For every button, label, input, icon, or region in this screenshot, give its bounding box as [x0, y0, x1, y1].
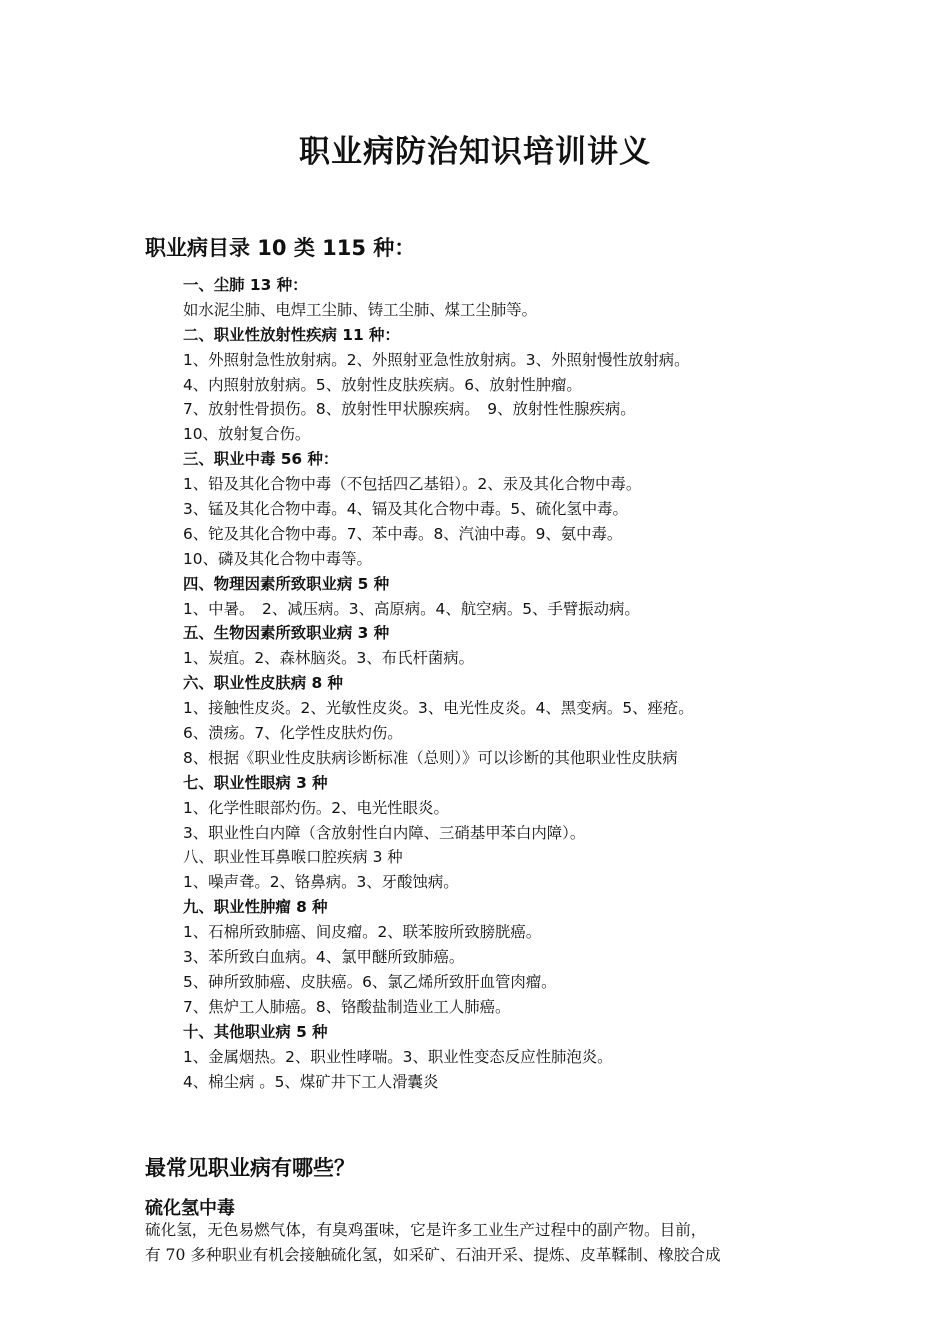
list-item: 1、石棉所致肺癌、间皮瘤。2、联苯胺所致膀胱癌。	[183, 923, 542, 942]
list-item: 3、锰及其化合物中毒。4、镉及其化合物中毒。5、硫化氢中毒。	[183, 500, 628, 519]
list-item: 10、放射复合伤。	[183, 425, 311, 444]
document-title: 职业病防治知识培训讲义	[299, 134, 651, 170]
list-item: 7、焦炉工人肺癌。8、铬酸盐制造业工人肺癌。	[183, 997, 511, 1016]
category-heading: 七、职业性眼病 3 种	[183, 773, 328, 792]
list-item: 1、炭疽。2、森林脑炎。3、布氏杆菌病。	[183, 649, 475, 668]
list-item: 6、溃疡。7、化学性皮肤灼伤。	[183, 724, 403, 743]
list-item: 1、中暑。 2、减压病。3、高原病。4、航空病。5、手臂振动病。	[183, 599, 640, 618]
category-heading: 一、尘肺 13 种：	[183, 276, 308, 294]
list-item: 5、砷所致肺癌、皮肤癌。6、氯乙烯所致肝血管肉瘤。	[183, 972, 557, 991]
list-item: 1、外照射急性放射病。2、外照射亚急性放射病。3、外照射慢性放射病。	[183, 350, 690, 369]
category-heading: 九、职业性肿瘤 8 种	[183, 898, 328, 917]
paragraph-line: 有 70 多种职业有机会接触硫化氢，如采矿、石油开采、提炼、皮革鞣制、橡胶合成	[145, 1246, 721, 1264]
list-item: 3、苯所致白血病。4、氯甲醚所致肺癌。	[183, 948, 465, 967]
catalog-list	[183, 273, 903, 1094]
category-heading: 五、生物因素所致职业病 3 种	[183, 624, 390, 643]
section-heading-common-diseases: 最常见职业病有哪些？	[145, 1156, 355, 1180]
h2s-paragraph	[145, 1218, 810, 1268]
list-item: 1、噪声聋。2、铬鼻病。3、牙酸蚀病。	[183, 873, 459, 892]
list-item: 4、内照射放射病。5、放射性皮肤疾病。6、放射性肿瘤。	[183, 375, 582, 394]
list-item: 3、职业性白内障（含放射性白内障、三硝基甲苯白内障）。	[183, 823, 586, 842]
category-heading: 四、物理因素所致职业病 5 种	[183, 574, 390, 593]
list-item: 1、化学性眼部灼伤。2、电光性眼炎。	[183, 798, 449, 817]
section-heading-catalog: 职业病目录 10 类 115 种：	[145, 236, 416, 260]
category-heading: 三、职业中毒 56 种：	[183, 450, 339, 469]
list-item: 8、根据《职业性皮肤病诊断标准（总则）》可以诊断的其他职业性皮肤病	[183, 748, 678, 767]
list-item: 1、金属烟热。2、职业性哮喘。3、职业性变态反应性肺泡炎。	[183, 1047, 613, 1066]
list-item: 1、铅及其化合物中毒（不包括四乙基铅）。2、汞及其化合物中毒。	[183, 475, 642, 494]
list-item: 八、职业性耳鼻喉口腔疾病 3 种	[183, 848, 403, 867]
list-item: 如水泥尘肺、电焊工尘肺、铸工尘肺、煤工尘肺等。	[183, 300, 537, 319]
subsection-heading-h2s: 硫化氢中毒	[145, 1198, 235, 1219]
list-item: 1、接触性皮炎。2、光敏性皮炎。3、电光性皮炎。4、黑变病。5、痤疮。	[183, 699, 694, 718]
category-heading: 二、职业性放射性疾病 11 种：	[183, 325, 400, 344]
list-item: 7、放射性骨损伤。8、放射性甲状腺疾病。 9、放射性性腺疾病。	[183, 400, 636, 419]
paragraph-line: 硫化氢，无色易燃气体，有臭鸡蛋味，它是许多工业生产过程中的副产物。目前，	[145, 1221, 707, 1239]
category-heading: 十、其他职业病 5 种	[183, 1022, 328, 1041]
list-item: 6、铊及其化合物中毒。7、苯中毒。8、汽油中毒。9、氨中毒。	[183, 524, 623, 543]
list-item: 10、磷及其化合物中毒等。	[183, 549, 372, 568]
category-heading: 六、职业性皮肤病 8 种	[183, 674, 343, 693]
list-item: 4、棉尘病 。5、煤矿井下工人滑囊炎	[183, 1072, 439, 1091]
